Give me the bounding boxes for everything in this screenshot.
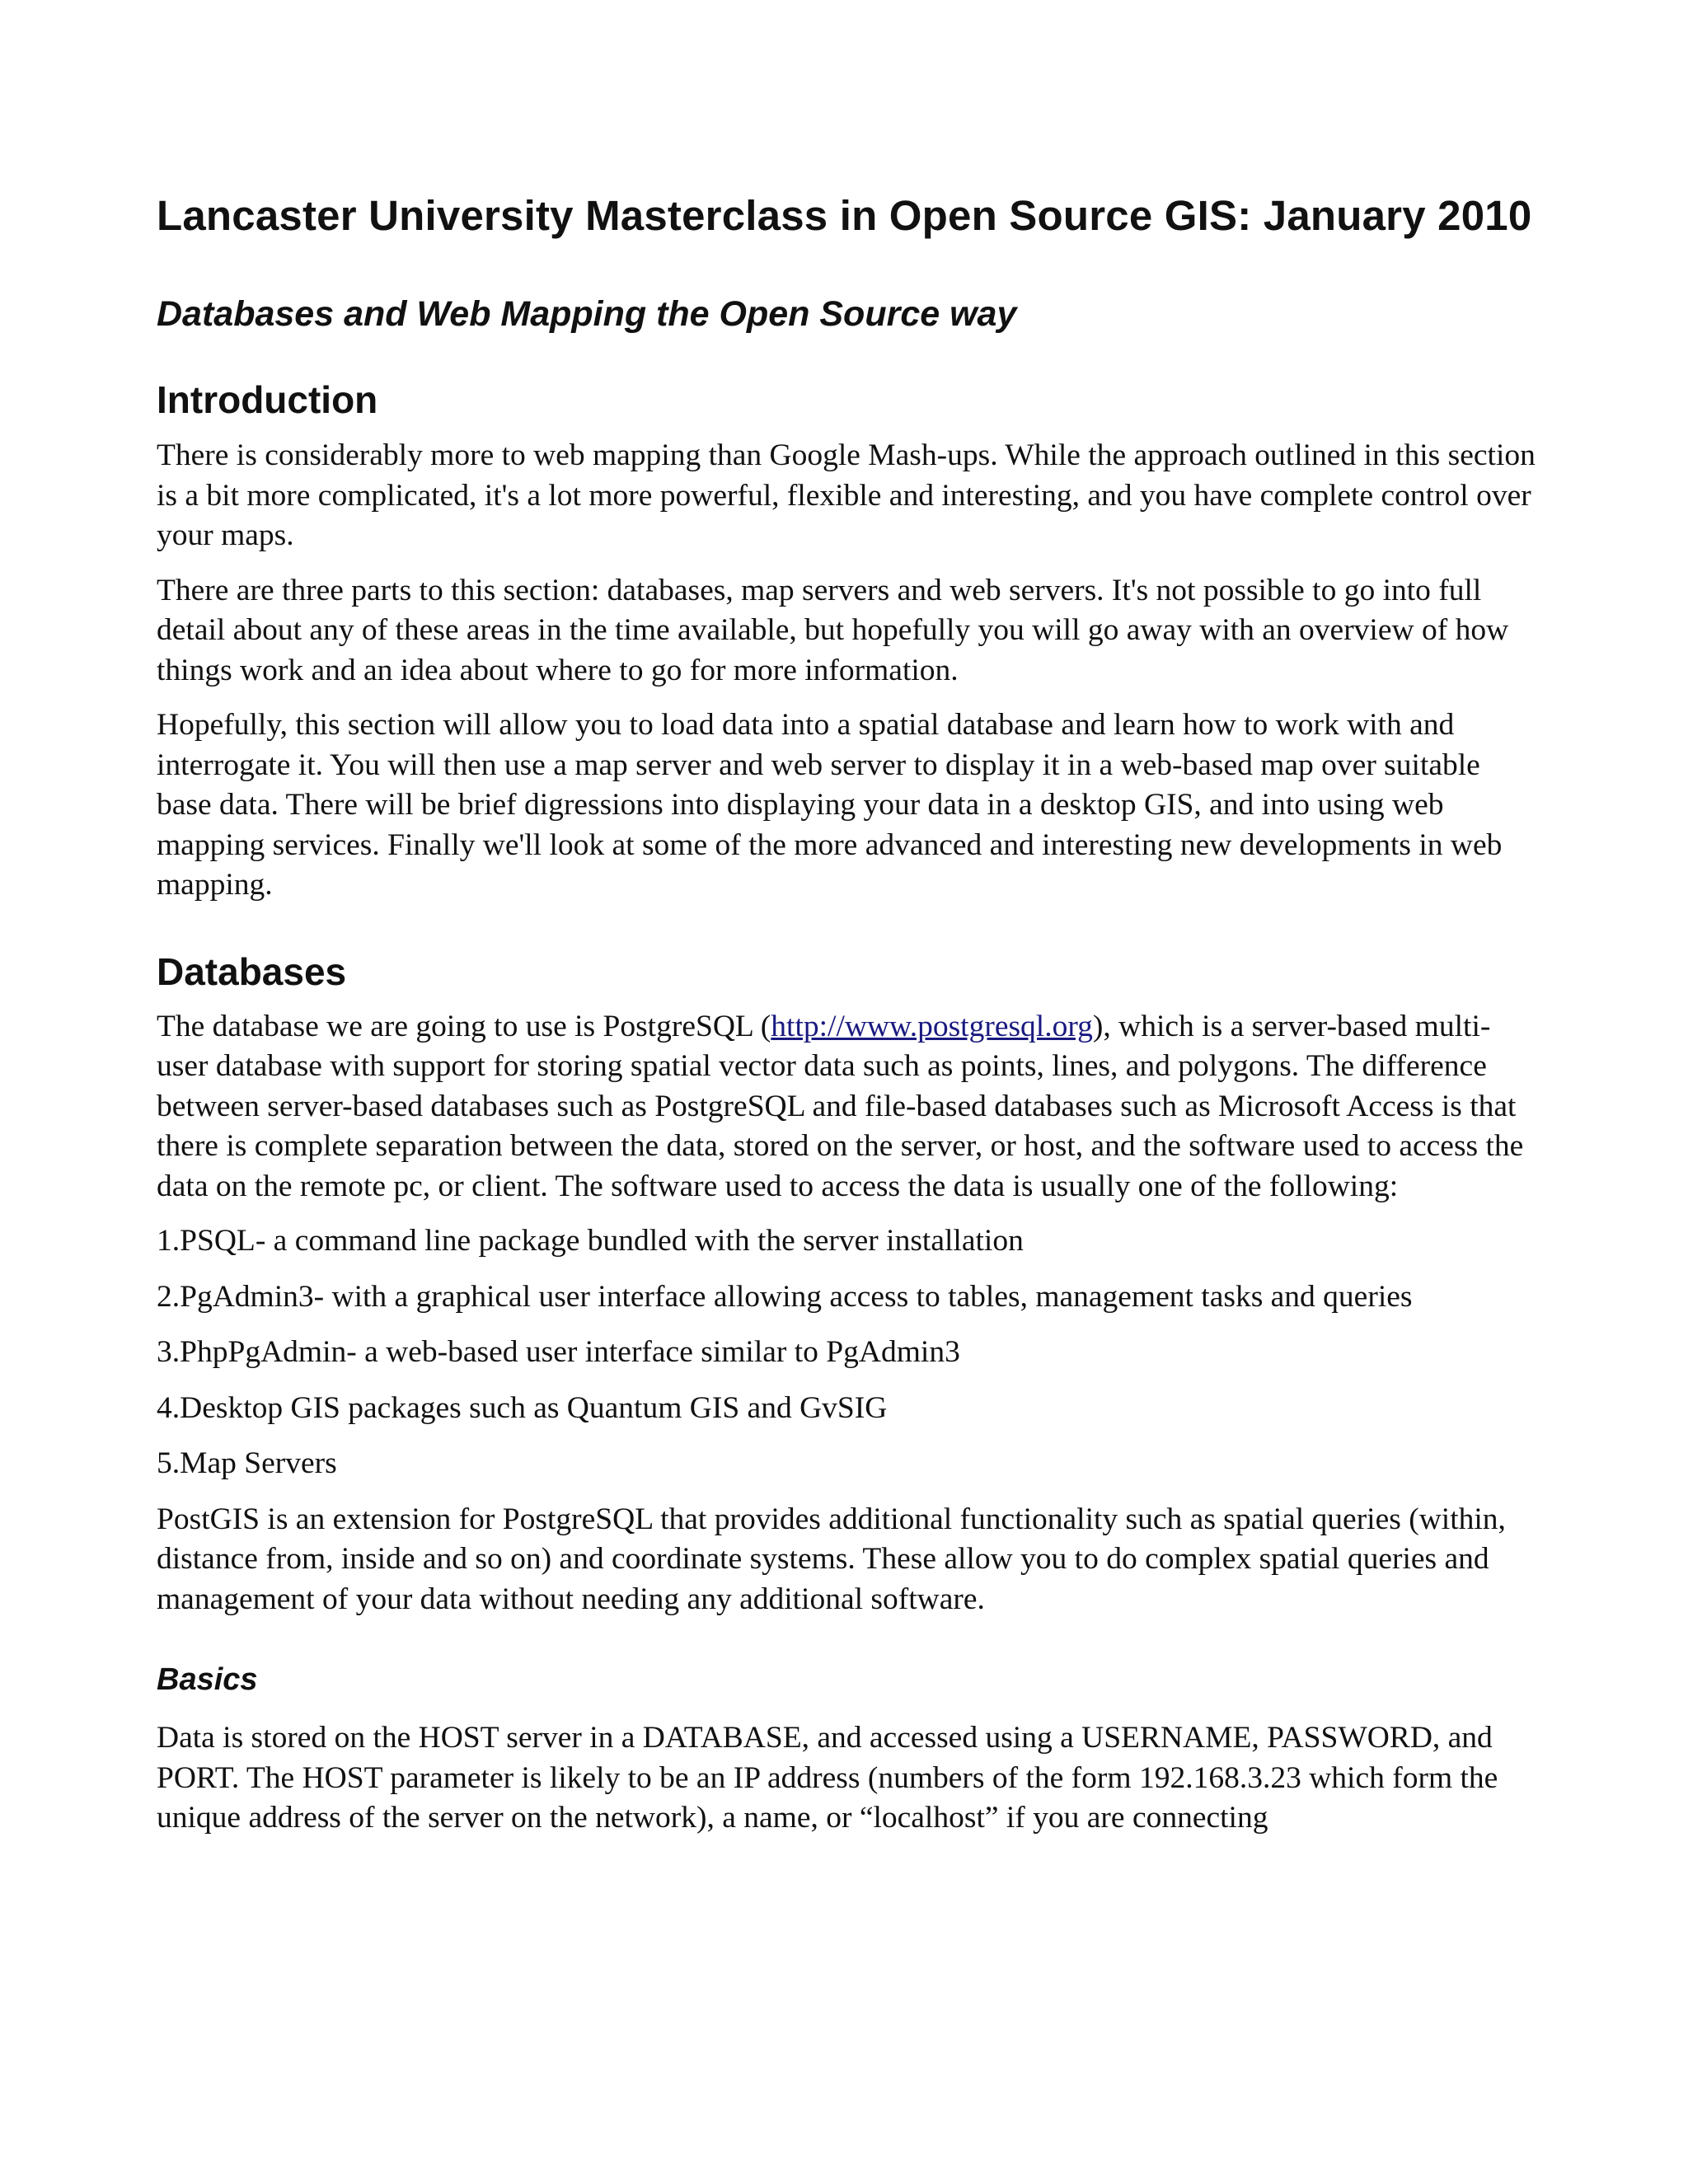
introduction-heading: Introduction bbox=[157, 378, 378, 421]
list-item: 2.PgAdmin3- with a graphical user interface allowing access to tables, management tasks and queries bbox=[157, 1279, 1413, 1314]
basics-heading: Basics bbox=[157, 1662, 258, 1697]
basics-paragraph: Data is stored on the HOST server in a DATABASE, and accessed using a USERNAME, PASSWORD, and PORT. The HOST parameter is likely to be an IP address (numbers of the form 192.168.3.23 which form the unique address of the server on the network), a name, or “localhost” if you are connecting bbox=[157, 1721, 1498, 1835]
introduction-paragraph-2: There are three parts to this section: databases, map servers and web servers. It's not possible to go into full detail about any of these areas in the time available, but hopefully you will go away with an overview of how things work and an idea about where to go for more information. bbox=[157, 573, 1509, 687]
list-item: 1.PSQL- a command line package bundled with the server installation bbox=[157, 1224, 1024, 1258]
databases-intro-text-before-link: The database we are going to use is PostgreSQL ( bbox=[157, 1009, 771, 1043]
list-item: 4.Desktop GIS packages such as Quantum GIS and GvSIG bbox=[157, 1390, 888, 1425]
basics-section bbox=[157, 1718, 1541, 1839]
postgresql-link[interactable]: http://www.postgresql.org bbox=[771, 1009, 1093, 1043]
databases-section bbox=[157, 1007, 1541, 1620]
list-item: 5.Map Servers bbox=[157, 1446, 337, 1480]
databases-intro-paragraph bbox=[157, 1007, 1541, 1207]
introduction-section bbox=[157, 436, 1541, 906]
databases-intro-text-after-link: ), which is a server-based multi-user database with support for storing spatial vector data such as points, lines, and polygons. The difference between server-based databases such as PostgreSQL and file-based databases such as Microsoft Access is that there is complete separation between the data, stored on the server, or host, and the software used to access the data on the remote pc, or client. The software used to access the data is usually one of the following: bbox=[157, 1009, 1524, 1203]
document-subtitle: Databases and Web Mapping the Open Source way bbox=[157, 294, 1017, 334]
document-body bbox=[157, 188, 1541, 1854]
document-title: Lancaster University Masterclass in Open Source GIS: January 2010 bbox=[157, 192, 1532, 239]
introduction-paragraph-3: Hopefully, this section will allow you to load data into a spatial database and learn how to work with and interrogate it. You will then use a map server and web server to display it in a web-based map over suitable base data. There will be brief digressions into displaying your data in a desktop GIS, and into using web mapping services. Finally we'll look at some of the more advanced and interesting new developments in web mapping. bbox=[157, 708, 1503, 902]
postgis-paragraph: PostGIS is an extension for PostgreSQL that provides additional functionality such as spatial queries (within, distance from, inside and so on) and coordinate systems. These allow you to do complex spatial queries and management of your data without needing any additional software. bbox=[157, 1502, 1506, 1616]
databases-heading: Databases bbox=[157, 949, 347, 993]
list-item: 3.PhpPgAdmin- a web-based user interface similar to PgAdmin3 bbox=[157, 1335, 960, 1369]
introduction-paragraph-1: There is considerably more to web mapping than Google Mash-ups. While the approach outlined in this section is a bit more complicated, it's a lot more powerful, flexible and interesting, and you have complete control over your maps. bbox=[157, 438, 1536, 552]
